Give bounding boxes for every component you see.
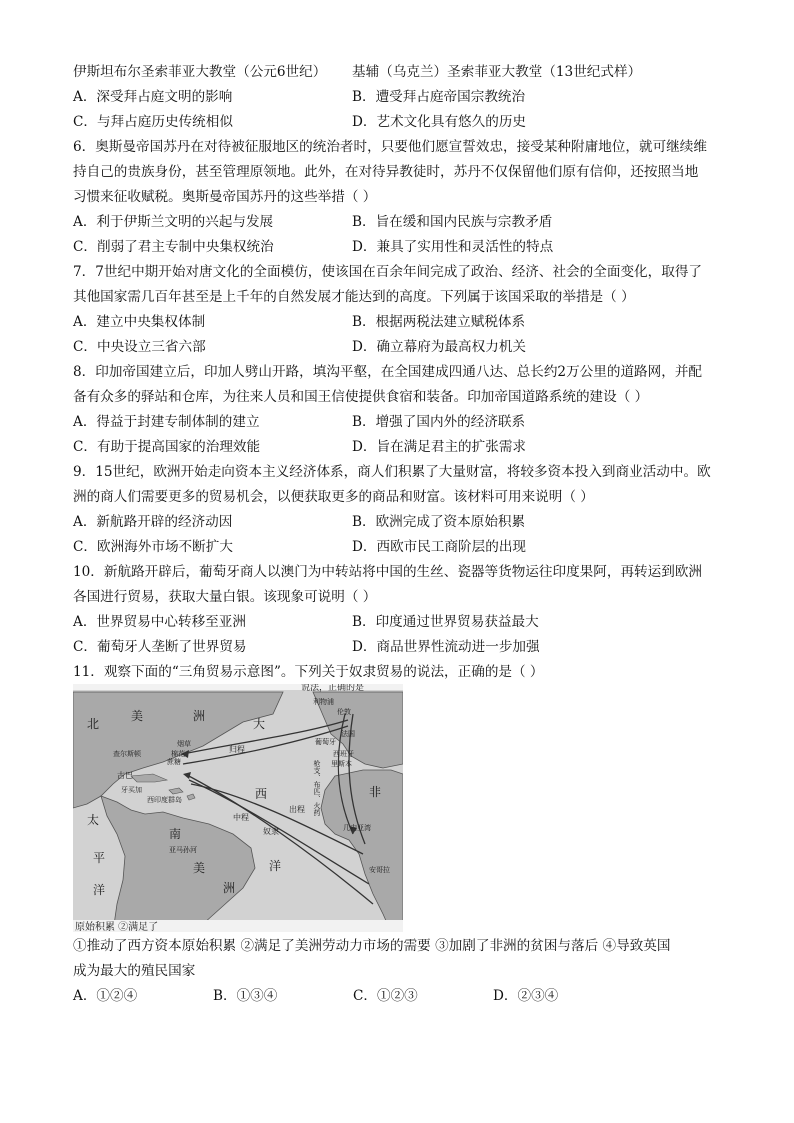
q8-option-a: A．得益于封建专制体制的建立 <box>73 414 260 430</box>
map-label: 平 <box>93 851 106 865</box>
map-label: 洲 <box>223 881 236 895</box>
caption-left: 伊斯坦布尔圣索菲亚大教堂（公元6世纪） <box>73 64 327 80</box>
q8-option-b: B．增强了国内外的经济联系 <box>352 414 526 430</box>
q10-option-d: D．商品世界性流动进一步加强 <box>352 639 540 655</box>
q10-option-a: A．世界贸易中心转移至亚洲 <box>73 614 246 630</box>
map-label: 棉花 <box>171 750 185 758</box>
q6-option-b: B．旨在缓和国内民族与宗教矛盾 <box>352 214 553 230</box>
q11-option-c: C．①②③ <box>353 988 418 1004</box>
map-label: 非 <box>369 785 382 799</box>
map-label: 烟草 <box>177 740 191 748</box>
q11-stem: 11．观察下面的“三角贸易示意图”。下列关于奴隶贸易的说法，正确的是（ ） <box>73 664 544 680</box>
q9-option-d: D．西欧市民工商阶层的出现 <box>352 539 527 555</box>
map-label: 归程 <box>229 745 245 754</box>
map-label: 美 <box>131 709 144 723</box>
q7-option-c: C．中央设立三省六部 <box>73 339 206 355</box>
map-label: 枪支、布匹、火药 <box>313 760 321 816</box>
q5-option-a: A．深受拜占庭文明的影响 <box>73 89 233 105</box>
q5-option-d: D．艺术文化具有悠久的历史 <box>352 114 527 130</box>
map-label: 太 <box>87 813 100 827</box>
q9-option-c: C．欧洲海外市场不断扩大 <box>73 539 233 555</box>
map-label: 大 <box>253 717 266 731</box>
q6-stem-line1: 6．奥斯曼帝国苏丹在对待被征服地区的统治者时，只要他们愿宣誓效忠，接受某种附庸地位，就可继续维 <box>73 139 707 155</box>
map-label: 查尔斯顿 <box>113 750 141 758</box>
caption-right: 基辅（乌克兰）圣索菲亚大教堂（13世纪式样） <box>352 64 642 80</box>
q7-option-b: B．根据两税法建立赋税体系 <box>352 314 526 330</box>
map-label: 法国 <box>341 730 355 738</box>
q10-stem-line2: 各国进行贸易，获取大量白银。该现象可说明（ ） <box>73 589 377 605</box>
q11-option-d: D．②③④ <box>493 988 559 1004</box>
map-label: 牙买加 <box>121 786 142 794</box>
map-label: 中程 <box>233 813 249 822</box>
image-caption <box>73 62 326 82</box>
map-label: 洲 <box>193 709 206 723</box>
map-label: 蔗糖 <box>167 758 181 766</box>
map-label: 洋 <box>93 883 106 897</box>
map-label: 美 <box>193 861 206 875</box>
q7-stem-line1: 7．7世纪中期开始对唐文化的全面模仿，使该国在百余年间完成了政治、经济、社会的全面变化，取得了 <box>73 264 703 280</box>
q10-option-b: B．印度通过世界贸易获益最大 <box>352 614 539 630</box>
q8-stem-line1: 8．印加帝国建立后，印加人劈山开路，填沟平壑，在全国建成四通八达、总长约2万公里的道路网，并配 <box>73 364 703 380</box>
map-label: 南 <box>169 827 182 841</box>
q11-statements-cont: 成为最大的殖民国家 <box>73 963 196 979</box>
map-label: 利物浦 <box>313 698 334 706</box>
q9-stem-line1: 9．15世纪，欧洲开始走向资本主义经济体系，商人们积累了大量财富，将较多资本投入到商业活动中。欧 <box>73 464 711 480</box>
triangle-trade-map-svg <box>73 684 403 932</box>
map-label: 亚马孙河 <box>169 846 197 854</box>
q6-option-d: D．兼具了实用性和灵活性的特点 <box>352 239 554 255</box>
q8-stem-line2: 备有众多的驿站和仓库，为往来人员和国王信使提供食宿和装备。印加帝国道路系统的建设（ ） <box>73 389 649 405</box>
q11-statements: ①推动了西方资本原始积累 ②满足了美洲劳动力市场的需要 ③加剧了非洲的贫困与落后 ④导致英国 <box>73 938 671 954</box>
map-label: 西印度群岛 <box>147 796 182 804</box>
q5-option-b: B．遭受拜占庭帝国宗教统治 <box>352 89 526 105</box>
q10-stem-line1: 10．新航路开辟后，葡萄牙商人以澳门为中转站将中国的生丝、瓷器等货物运往印度果阿，再转运到欧洲 <box>73 564 703 580</box>
map-label: 说法，正确的是 <box>301 684 365 693</box>
q8-option-c: C．有助于提高国家的治理效能 <box>73 439 261 455</box>
q6-stem-line3: 习惯来征收赋税。奥斯曼帝国苏丹的这些举措（ ） <box>73 189 377 205</box>
map-label: 奴隶 <box>263 827 279 836</box>
map-label: 古巴 <box>117 771 133 780</box>
q9-option-b: B．欧洲完成了资本原始积累 <box>352 514 526 530</box>
map-label: 伦敦 <box>337 708 351 716</box>
map-label: 葡萄牙 <box>315 738 336 746</box>
q8-option-d: D．旨在满足君主的扩张需求 <box>352 439 527 455</box>
map-label: 里斯本 <box>331 760 352 768</box>
q6-stem-line2: 持自己的贵族身份，甚至管理原领地。此外，在对待异教徒时，苏丹不仅保留他们原有信仰，还按照当地 <box>73 164 699 180</box>
triangle-trade-map <box>73 684 403 932</box>
q6-option-a: A．利于伊斯兰文明的兴起与发展 <box>73 214 274 230</box>
map-label: 西班牙 <box>333 750 354 758</box>
map-label: 北 <box>87 717 100 731</box>
q7-stem-line2: 其他国家需几百年甚至是上千年的自然发展才能达到的高度。下列属于该国采取的举措是（ ） <box>73 289 635 305</box>
q7-option-a: A．建立中央集权体制 <box>73 314 206 330</box>
q6-option-c: C．削弱了君主专制中央集权统治 <box>73 239 274 255</box>
map-label: 原始积累 ②满足了 <box>75 922 159 932</box>
q9-option-a: A．新航路开辟的经济动因 <box>73 514 233 530</box>
map-label: 西 <box>255 787 268 801</box>
q11-option-a: A．①②④ <box>73 988 138 1004</box>
map-label: 出程 <box>289 805 305 814</box>
map-label: 洋 <box>269 859 282 873</box>
map-label: 几内亚湾 <box>343 824 371 832</box>
q11-option-b: B．①③④ <box>213 988 278 1004</box>
q7-option-d: D．确立幕府为最高权力机关 <box>352 339 527 355</box>
map-label: 安哥拉 <box>369 866 390 874</box>
q10-option-c: C．葡萄牙人垄断了世界贸易 <box>73 639 247 655</box>
q5-option-c: C．与拜占庭历史传统相似 <box>73 114 233 130</box>
q9-stem-line2: 洲的商人们需要更多的贸易机会，以便获取更多的商品和财富。该材料可用来说明（ ） <box>73 489 594 505</box>
